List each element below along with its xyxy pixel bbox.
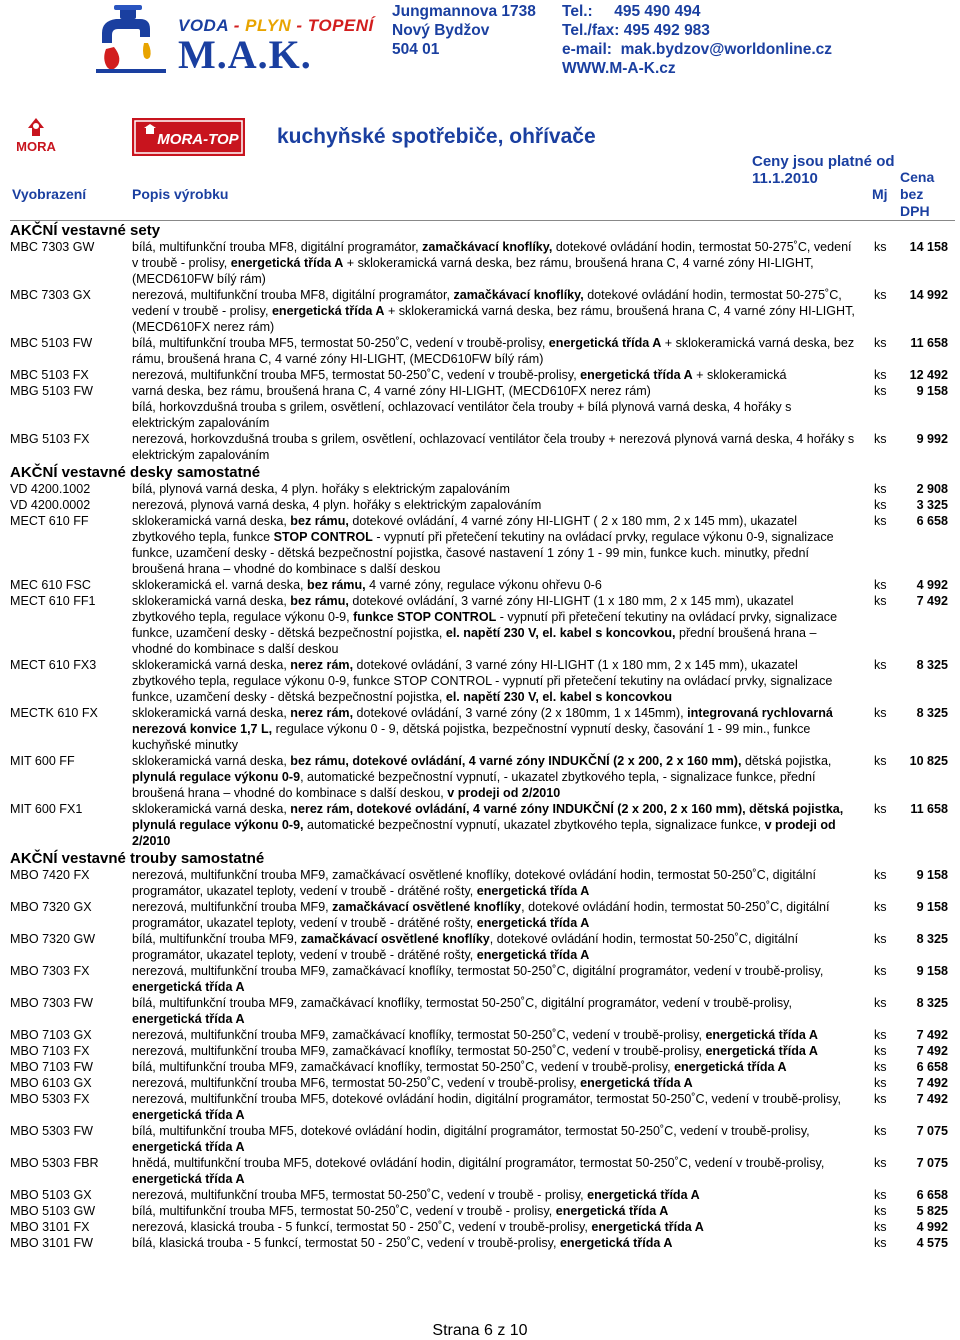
product-code: MBO 7320 GX bbox=[10, 900, 92, 914]
contact-phone: Tel.: 495 490 494 bbox=[562, 3, 701, 20]
section-title: AKČNÍ vestavné desky samostatné bbox=[10, 464, 261, 481]
product-price: 2 908 bbox=[916, 482, 948, 496]
product-description: nerezová, multifunkční trouba MF8, digitální programátor, zamačkávací knoflíky, dotekové ovládání hodin, termostat 50-275˚C, vedení v troubě - prolisy, energetická třída A + sklokeramická varná deska, bez rámu, broušená hrana C, 4 varné zóny HI-LIGHT, (MECD610FX nerez rám) bbox=[132, 288, 855, 334]
product-price: 8 325 bbox=[916, 658, 948, 672]
contact-fax: Tel./fax: 495 492 983 bbox=[562, 22, 710, 39]
brand-plyn: PLYN bbox=[245, 16, 292, 35]
product-row bbox=[10, 431, 955, 463]
product-price: 5 825 bbox=[916, 1204, 948, 1218]
product-price: 6 658 bbox=[916, 1060, 948, 1074]
product-description: bílá, klasická trouba - 5 funkcí, termostat 50 - 250˚C, vedení v troubě-prolisy, energetická třída A bbox=[132, 1236, 673, 1250]
product-unit: ks bbox=[874, 482, 887, 496]
product-code: MIT 600 FX1 bbox=[10, 802, 83, 816]
product-code: MBC 7303 GW bbox=[10, 240, 95, 254]
product-code: MBO 5303 FX bbox=[10, 1092, 90, 1106]
product-code: MECT 610 FX3 bbox=[10, 658, 97, 672]
product-price: 7 492 bbox=[916, 1092, 948, 1106]
product-price: 7 075 bbox=[916, 1156, 948, 1170]
product-code: MBO 7103 FW bbox=[10, 1060, 93, 1074]
product-price: 11 658 bbox=[910, 802, 948, 816]
brand-mak-logo: M.A.K. bbox=[178, 32, 312, 77]
col-header-price-line: bez bbox=[900, 186, 924, 202]
product-row bbox=[10, 899, 955, 931]
product-price: 4 992 bbox=[916, 578, 948, 592]
product-code: MBO 3101 FX bbox=[10, 1220, 90, 1234]
product-code: MBO 7420 FX bbox=[10, 868, 90, 882]
product-unit: ks bbox=[874, 1156, 887, 1170]
product-price: 6 658 bbox=[916, 514, 948, 528]
product-code: MECT 610 FF1 bbox=[10, 594, 96, 608]
product-row bbox=[10, 383, 955, 431]
product-price: 8 325 bbox=[916, 932, 948, 946]
page-subtitle: kuchyňské spotřebiče, ohřívače bbox=[277, 125, 596, 148]
brand-topeni: TOPENÍ bbox=[307, 16, 374, 35]
product-row bbox=[10, 1187, 955, 1203]
product-unit: ks bbox=[874, 658, 887, 672]
product-description: nerezová, multifunkční trouba MF6, termostat 50-250˚C, vedení v troubě-prolisy, energetická třída A bbox=[132, 1076, 693, 1090]
product-unit: ks bbox=[874, 1028, 887, 1042]
product-description: nerezová, multifunkční trouba MF5, dotekové ovládání hodin, digitální programátor, termostat 50-250˚C, vedení v troubě-prolisy, energetická třída A bbox=[132, 1092, 842, 1122]
product-description: bílá, multifunkční trouba MF5, dotekové ovládání hodin, digitální programátor, termostat 50-250˚C, vedení v troubě-prolisy, energetická třída A bbox=[132, 1124, 810, 1154]
product-description: sklokeramická varná deska, nerez rám, dotekové ovládání, 3 varné zóny HI-LIGHT (1 x 180 mm, 2 x 145 mm), ukazatel zbytkového tepla, regulace výkonu 0-9, funkce STOP CONTROL - vypnutí při přetečení tekutiny na ovládací prvky, signalizace funkce, uzamčení desky - dětská bezpečnostní pojistka, el. napětí 230 V, el. kabel s koncovkou bbox=[132, 658, 833, 704]
product-description: hnědá, multifunkční trouba MF5, dotekové ovládání hodin, digitální programátor, termostat 50-250˚C, vedení v troubě-prolisy, energetická třída A bbox=[132, 1156, 825, 1186]
product-price: 3 325 bbox=[916, 498, 948, 512]
product-description: bílá, multifunkční trouba MF8, digitální programátor, zamačkávací knoflíky, dotekové ovládání hodin, termostat 50-275˚C, vedení v troubě - prolisy, energetická třída A + sklokeramická varná deska, bez rámu, broušená hrana C, 4 varné zóny HI-LIGHT, (MECD610FW bílý rám) bbox=[132, 240, 852, 286]
product-row bbox=[10, 593, 955, 657]
product-unit: ks bbox=[874, 432, 887, 446]
address-line: 504 01 bbox=[392, 41, 440, 58]
valid-from-note: Ceny jsou platné od 11.1.2010 bbox=[752, 153, 895, 187]
product-unit: ks bbox=[874, 1076, 887, 1090]
product-unit: ks bbox=[874, 754, 887, 768]
product-unit: ks bbox=[874, 1236, 887, 1250]
product-row bbox=[10, 1235, 955, 1251]
product-unit: ks bbox=[874, 578, 887, 592]
moratop-logo bbox=[132, 118, 245, 156]
contact-web[interactable]: WWW.M-A-K.cz bbox=[562, 60, 676, 77]
product-row bbox=[10, 1075, 955, 1091]
product-row bbox=[10, 705, 955, 753]
product-code: MBO 7103 GX bbox=[10, 1028, 92, 1042]
col-header-description: Popis výrobku bbox=[132, 186, 229, 202]
product-description: nerezová, multifunkční trouba MF9, zamačkávací knoflíky, termostat 50-250˚C, vedení v troubě-prolisy, energetická třída A bbox=[132, 1044, 818, 1058]
product-row bbox=[10, 577, 955, 593]
product-unit: ks bbox=[874, 868, 887, 882]
product-code: MBO 5103 GW bbox=[10, 1204, 96, 1218]
product-description: nerezová, multifunkční trouba MF9, zamačkávací osvětlené knoflíky, dotekové ovládání hodin, termostat 50-250˚C, digitální programátor, ukazatel teploty, vedení v troubě - drátěné rošty, energetická třída A bbox=[132, 868, 816, 898]
product-code: MBO 7103 FX bbox=[10, 1044, 90, 1058]
product-code: MBO 5303 FBR bbox=[10, 1156, 99, 1170]
product-code: VD 4200.1002 bbox=[10, 482, 91, 496]
product-row bbox=[10, 801, 955, 849]
product-row bbox=[10, 497, 955, 513]
product-description: sklokeramická varná deska, nerez rám, dotekové ovládání, 4 varné zóny INDUKČNÍ (2 x 200, 2 x 160 mm), dětská pojistka, plynulá regulace výkonu 0-9, automatické bezpečnostní vypnutí, ukazatel zbytkového tepla, signalizace funkce, v prodeji od 2/2010 bbox=[132, 802, 844, 848]
product-code: MBC 5103 FW bbox=[10, 336, 93, 350]
product-price: 7 492 bbox=[916, 594, 948, 608]
product-price: 9 158 bbox=[916, 900, 948, 914]
product-unit: ks bbox=[874, 1092, 887, 1106]
product-description: bílá, multifunkční trouba MF9, zamačkávací osvětlené knoflíky, dotekové ovládání hodin, termostat 50-250˚C, digitální programátor, ukazatel teploty, vedení v troubě - drátěné rošty, energetická třída A bbox=[132, 932, 799, 962]
product-row bbox=[10, 995, 955, 1027]
product-unit: ks bbox=[874, 498, 887, 512]
product-description: sklokeramická varná deska, nerez rám, dotekové ovládání, 3 varné zóny (2 x 180mm, 1 x 145mm), integrovaná rychlovarná nerezová konvice 1,7 L, regulace výkonu 0 - 9, dětská pojistka, bezpečnostní vypnutí desky, časování 1 - 99 min., funkce kuchyňské minutky bbox=[132, 706, 833, 752]
product-row bbox=[10, 1155, 955, 1187]
mora-logo-text: MORA bbox=[16, 139, 56, 154]
product-description: nerezová, multifunkční trouba MF9, zamačkávací knoflíky, termostat 50-250˚C, vedení v troubě-prolisy, energetická třída A bbox=[132, 1028, 818, 1042]
product-row bbox=[10, 657, 955, 705]
product-description: bílá, plynová varná deska, 4 plyn. hořáky s elektrickým zapalováním bbox=[132, 482, 510, 496]
product-code: MECTK 610 FX bbox=[10, 706, 98, 720]
product-price: 14 992 bbox=[909, 288, 948, 302]
product-unit: ks bbox=[874, 514, 887, 528]
product-description: nerezová, multifunkční trouba MF5, termostat 50-250˚C, vedení v troubě-prolisy, energetická třída A + sklokeramická bbox=[132, 368, 787, 382]
product-unit: ks bbox=[874, 964, 887, 978]
product-row bbox=[10, 1203, 955, 1219]
product-code: MBG 5103 FX bbox=[10, 432, 90, 446]
product-price: 9 158 bbox=[916, 964, 948, 978]
product-price: 8 325 bbox=[916, 706, 948, 720]
col-header-price bbox=[900, 169, 934, 220]
product-row bbox=[10, 1059, 955, 1075]
product-description: nerezová, multifunkční trouba MF9, zamačkávací knoflíky, termostat 50-250˚C, digitální programátor, vedení v troubě-prolisy, energetická třída A bbox=[132, 964, 824, 994]
product-description: bílá, multifunkční trouba MF9, zamačkávací knoflíky, termostat 50-250˚C, digitální programátor, vedení v troubě-prolisy, energetická třída A bbox=[132, 996, 792, 1026]
product-unit: ks bbox=[874, 594, 887, 608]
product-price: 9 158 bbox=[916, 868, 948, 882]
product-code: MBO 3101 FW bbox=[10, 1236, 93, 1250]
product-price: 9 158 bbox=[916, 384, 948, 398]
product-unit: ks bbox=[874, 288, 887, 302]
product-row bbox=[10, 867, 955, 899]
product-code: MBO 7320 GW bbox=[10, 932, 96, 946]
section-title: AKČNÍ vestavné trouby samostatné bbox=[10, 850, 265, 867]
product-row bbox=[10, 963, 955, 995]
product-unit: ks bbox=[874, 368, 887, 382]
mora-logo bbox=[12, 118, 60, 154]
product-description: nerezová, multifunkční trouba MF9, zamačkávací osvětlené knoflíky, dotekové ovládání hodin, termostat 50-250˚C, digitální programátor, ukazatel teploty, vedení v troubě - drátěné rošty, energetická třída A bbox=[132, 900, 830, 930]
address-line: Nový Bydžov bbox=[392, 22, 490, 39]
product-row bbox=[10, 239, 955, 287]
product-price: 7 492 bbox=[916, 1044, 948, 1058]
product-row bbox=[10, 335, 955, 367]
product-row bbox=[10, 931, 955, 963]
product-price: 11 658 bbox=[910, 336, 948, 350]
product-row bbox=[10, 287, 955, 335]
product-code: MBO 7303 FW bbox=[10, 996, 93, 1010]
contact-email[interactable]: e-mail: mak.bydzov@worldonline.cz bbox=[562, 41, 833, 58]
product-price: 10 825 bbox=[909, 754, 948, 768]
col-header-mj: Mj bbox=[872, 186, 888, 202]
faucet-icon bbox=[92, 3, 172, 75]
brand-dash-1: - bbox=[228, 16, 246, 35]
product-unit: ks bbox=[874, 932, 887, 946]
product-row bbox=[10, 1123, 955, 1155]
product-description: nerezová, multifunkční trouba MF5, termostat 50-250˚C, vedení v troubě - prolisy, energetická třída A bbox=[132, 1188, 700, 1202]
product-description: bílá, multifunkční trouba MF9, zamačkávací knoflíky, termostat 50-250˚C, vedení v troubě-prolisy, energetická třída A bbox=[132, 1060, 787, 1074]
product-unit: ks bbox=[874, 996, 887, 1010]
product-code: VD 4200.0002 bbox=[10, 498, 91, 512]
product-unit: ks bbox=[874, 1188, 887, 1202]
product-row bbox=[10, 481, 955, 497]
product-unit: ks bbox=[874, 1124, 887, 1138]
product-code: MBO 6103 GX bbox=[10, 1076, 92, 1090]
product-code: MBG 5103 FW bbox=[10, 384, 93, 398]
product-code: MBO 5103 GX bbox=[10, 1188, 92, 1202]
product-description: nerezová, plynová varná deska, 4 plyn. hořáky s elektrickým zapalováním bbox=[132, 498, 542, 512]
product-code: MECT 610 FF bbox=[10, 514, 89, 528]
product-description: bílá, multifunkční trouba MF5, termostat 50-250˚C, vedení v troubě-prolisy, energetická třída A + sklokeramická varná deska, bez rámu, broušená hrana C, 4 varné zóny HI-LIGHT, (MECD610FW bílý rám) bbox=[132, 336, 855, 366]
contact-block bbox=[562, 2, 832, 78]
product-description: sklokeramická varná deska, bez rámu, dotekové ovládání, 3 varné zóny HI-LIGHT (1 x 180 mm, 2 x 145 mm), ukazatel zbytkového tepla, regulace výkonu 0-9, funkce STOP CONTROL - vypnutí při přetečení tekutiny na ovládací prvky, signalizace funkce, uzamčení desky - dětská bezpečnostní pojistka, el. napětí 230 V, el. kabel s koncovkou, přední broušená hrana – vhodné do kombinace s další deskou bbox=[132, 594, 838, 656]
product-description: nerezová, klasická trouba - 5 funkcí, termostat 50 - 250˚C, vedení v troubě-prolisy, energetická třída A bbox=[132, 1220, 704, 1234]
product-unit: ks bbox=[874, 900, 887, 914]
product-description: sklokeramická varná deska, bez rámu, dotekové ovládání, 4 varné zóny HI-LIGHT ( 2 x 180 mm, 2 x 145 mm), ukazatel zbytkového tepla, funkce STOP CONTROL - vypnutí při přetečení tekutiny na ovládací prvky, regulace výkonu 0-9, signalizace funkce, uzamčení desky - dětská bezpečnostní pojistka, časové nastavení 1 zóny 1 - 99 min, funkce kuch. minutky, přední broušená hrana – vhodné do kombinace s další deskou bbox=[132, 514, 834, 576]
product-price: 6 658 bbox=[916, 1188, 948, 1202]
product-row bbox=[10, 367, 955, 383]
product-unit: ks bbox=[874, 336, 887, 350]
col-header-image: Vyobrazení bbox=[12, 186, 87, 202]
product-unit: ks bbox=[874, 1044, 887, 1058]
product-unit: ks bbox=[874, 1204, 887, 1218]
product-code: MEC 610 FSC bbox=[10, 578, 91, 592]
product-row bbox=[10, 1027, 955, 1043]
product-price: 9 992 bbox=[916, 432, 948, 446]
product-price: 7 492 bbox=[916, 1076, 948, 1090]
product-description: sklokeramická varná deska, bez rámu, dotekové ovládání, 4 varné zóny INDUKČNÍ (2 x 200, 2 x 160 mm), dětská pojistka, plynulá regulace výkonu 0-9, automatické bezpečnostní vypnutí, - ukazatel zbytkového tepla, - signalizace funkce, přední broušená hrana – vhodné do kombinace s další deskou, v prodeji od 2/2010 bbox=[132, 754, 832, 800]
address-line: Jungmannova 1738 bbox=[392, 3, 536, 20]
product-price: 8 325 bbox=[916, 996, 948, 1010]
brand-voda: VODA bbox=[178, 16, 229, 35]
page-footer: Strana 6 z 10 bbox=[432, 1322, 528, 1339]
product-description: nerezová, horkovzdušná trouba s grilem, osvětlení, ochlazovací ventilátor čela trouby + nerezová plynová varná deska, 4 hořáky s elektrickým zapalováním bbox=[132, 432, 855, 462]
product-description: sklokeramická el. varná deska, bez rámu, 4 varné zóny, regulace výkonu ohřevu 0-6 bbox=[132, 578, 602, 592]
address-block bbox=[392, 2, 536, 59]
page-header bbox=[0, 0, 960, 78]
product-row bbox=[10, 513, 955, 577]
product-unit: ks bbox=[874, 1220, 887, 1234]
product-unit: ks bbox=[874, 240, 887, 254]
product-price: 12 492 bbox=[909, 368, 948, 382]
product-code: MIT 600 FF bbox=[10, 754, 75, 768]
product-row bbox=[10, 1091, 955, 1123]
price-list bbox=[10, 221, 955, 1251]
moratop-logo-text: MORA-TOP bbox=[157, 131, 239, 148]
product-code: MBO 5303 FW bbox=[10, 1124, 93, 1138]
product-price: 14 158 bbox=[909, 240, 948, 254]
product-unit: ks bbox=[874, 384, 887, 398]
brand-dash-2: - bbox=[291, 16, 308, 35]
product-price: 7 075 bbox=[916, 1124, 948, 1138]
product-code: MBC 5103 FX bbox=[10, 368, 89, 382]
product-description: varná deska, bez rámu, broušená hrana C, 4 varné zóny HI-LIGHT, (MECD610FX nerez rám) bílá, horkovzdušná trouba s grilem, osvětlení, ochlazovací ventilátor čela trouby + bílá plynová varná deska, 4 hořáky s elektrickým zapalováním bbox=[132, 384, 792, 430]
section-title: AKČNÍ vestavné sety bbox=[10, 222, 161, 239]
product-row bbox=[10, 1219, 955, 1235]
product-unit: ks bbox=[874, 802, 887, 816]
product-row bbox=[10, 753, 955, 801]
col-header-price-line: Cena bbox=[900, 169, 935, 185]
product-price: 4 575 bbox=[916, 1236, 948, 1250]
product-price: 7 492 bbox=[916, 1028, 948, 1042]
product-code: MBO 7303 FX bbox=[10, 964, 90, 978]
product-unit: ks bbox=[874, 1060, 887, 1074]
product-unit: ks bbox=[874, 706, 887, 720]
product-code: MBC 7303 GX bbox=[10, 288, 91, 302]
col-header-price-line: DPH bbox=[900, 203, 930, 219]
product-description: bílá, multifunkční trouba MF5, termostat 50-250˚C, vedení v troubě - prolisy, energetická třída A bbox=[132, 1204, 669, 1218]
product-row bbox=[10, 1043, 955, 1059]
product-price: 4 992 bbox=[916, 1220, 948, 1234]
